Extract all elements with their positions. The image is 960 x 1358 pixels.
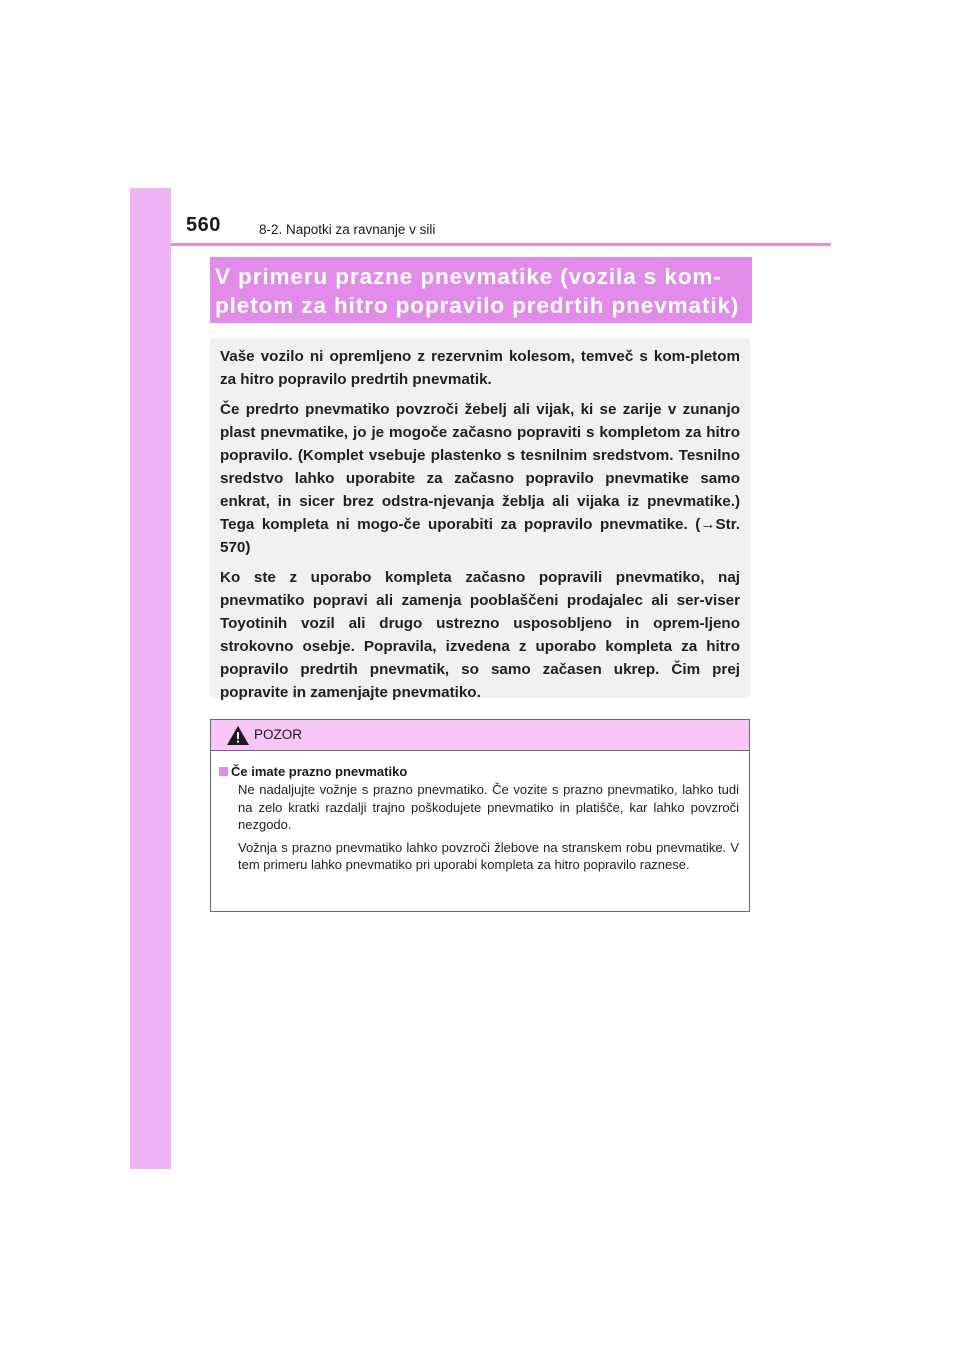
caution-label: POZOR bbox=[254, 727, 303, 742]
intro-panel bbox=[210, 338, 750, 701]
page-number: 560 bbox=[186, 214, 221, 236]
section-title-banner bbox=[210, 257, 752, 323]
caution-heading-text: Če imate prazno pnevmatiko bbox=[231, 764, 408, 779]
section-label: 8-2. Napotki za ravnanje v sili bbox=[259, 222, 436, 237]
warning-triangle-icon bbox=[226, 725, 250, 746]
caution-paragraph: Ne nadaljujte vožnje s prazno pnevmatiko. Če vozite s prazno pnevmatiko, lahko tudi na zelo kratki razdalji trajno poškodujete pnevmatiko in platišče, kar lahko povzroči nezgodo. bbox=[238, 782, 739, 832]
caution-header bbox=[211, 720, 749, 751]
intro-paragraph: Vaše vozilo ni opremljeno z rezervnim kolesom, temveč s kom-pletom za hitro popravilo predrtih pnevmatik. bbox=[220, 348, 740, 388]
caution-heading bbox=[219, 763, 739, 780]
section-title-line-1: V primeru prazne pnevmatike (vozila s kom- bbox=[215, 264, 722, 289]
caution-paragraph: Vožnja s prazno pnevmatiko lahko povzroči žlebove na stranskem robu pnevmatike. V tem primeru lahko pnevmatiko pri uporabi kompleta za hitro popravilo raznese. bbox=[238, 839, 739, 872]
square-bullet-icon bbox=[219, 767, 228, 776]
caution-body bbox=[211, 751, 749, 874]
header-divider bbox=[171, 243, 831, 246]
intro-paragraph: Če predrto pnevmatiko povzroči žebelj ali vijak, ki se zarije v zunanjo plast pnevmatike, jo je mogoče začasno popraviti s kompletom za hitro popravilo. (Komplet vsebuje plastenko s tesnilnim sredstvom. Tesnilno sredstvo lahko uporabite za začasno popravilo pnevmatike samo enkrat, in sicer brez odstra-njevanja žeblja ali vijaka iz pnevmatike.) Tega kompleta ni mogo-če uporabiti za popravilo pnevmatike. (→Str. 570) bbox=[220, 401, 740, 556]
intro-paragraph: Ko ste z uporabo kompleta začasno popravili pnevmatiko, naj pnevmatiko popravi ali zamenja pooblaščeni prodajalec ali ser-viser Toyotinih vozil ali drugo ustrezno usposobljeno in oprem-ljeno strokovno osebje. Popravila, izvedena z uporabo kompleta za hitro popravilo predrtih pnevmatik, so samo začasen ukrep. Čim prej popravite in zamenjajte pnevmatiko. bbox=[220, 569, 740, 701]
chapter-side-tab bbox=[130, 188, 171, 1169]
caution-box bbox=[210, 719, 750, 912]
section-title-line-2: pletom za hitro popravilo predrtih pnevmatik) bbox=[215, 293, 740, 318]
